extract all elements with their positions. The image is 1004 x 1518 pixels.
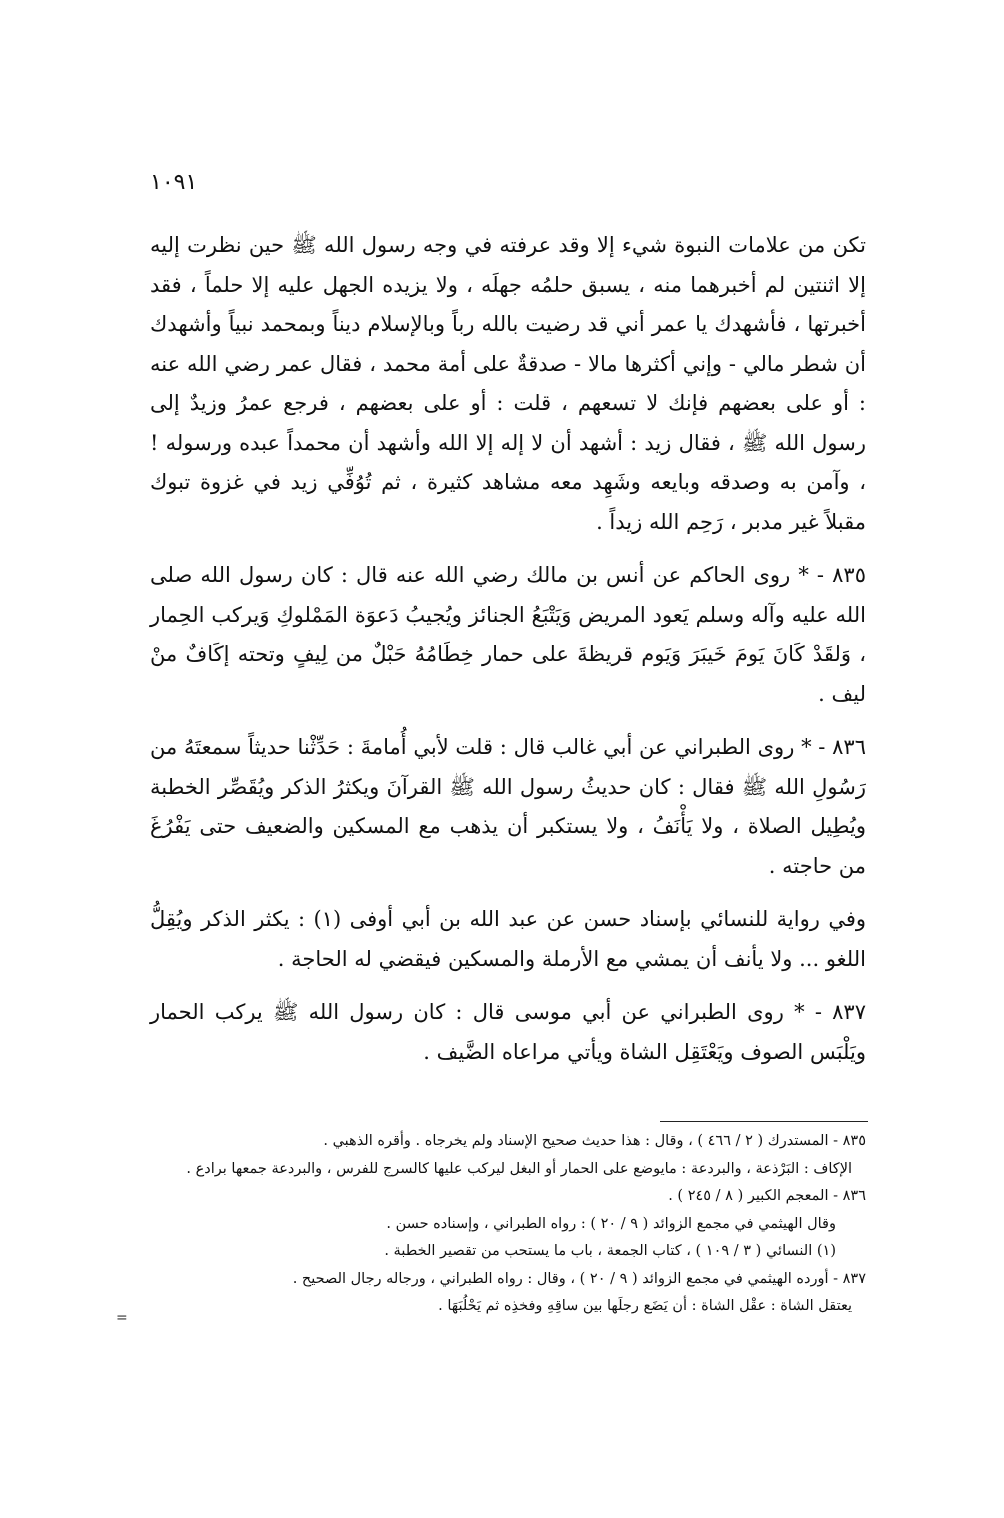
main-text xyxy=(150,226,866,1086)
footnote-divider xyxy=(660,1121,868,1122)
paragraph-835: ٨٣٥ - * روى الحاكم عن أنس بن مالك رضي الله عنه قال : كان رسول الله صلى الله عليه وآله وسلم يَعود المريض وَيَتْبَعُ الجنائز ويُجيبُ دَعوَة المَمْلوكِ وَيركب الحِمار ، وَلقَدْ كَانَ يَومَ خَيبَرَ وَيَوم قريظةَ على حمار خِطَامُهُ حَبْلٌ من لِيفٍ وتحته إكَافٌ منْ ليف . xyxy=(150,563,866,706)
footnote-835: ٨٣٥ - المستدرك ( ٢ / ٤٦٦ ) ، وقال : هذا حديث صحيح الإسناد ولم يخرجاه . وأقره الذهبي . xyxy=(323,1133,866,1149)
page-number: ١٠٩١ xyxy=(150,170,198,195)
footnote-1-nasai: (١) النسائي ( ٣ / ١٠٩ ) ، كتاب الجمعة ، باب ما يستحب من تقصير الخطبة . xyxy=(384,1243,836,1259)
footnote-ikaf-definition: الإكاف : البَرْذعة ، والبردعة : مايوضع على الحمار أو البغل ليركب عليها كالسرج للفرس ، والبردعة جمعها برادع . xyxy=(186,1160,852,1177)
margin-mark: = xyxy=(116,1310,128,1326)
footnote-yatakil-definition: يعتقل الشاة : عقْل الشاة : أن يَضَع رجلَها بين ساقِهِ وفخذِه ثم يَحْلُبَهَا . xyxy=(438,1298,852,1314)
paragraph-837: ٨٣٧ - * روى الطبراني عن أبي موسى قال : كان رسول الله ﷺ يركب الحمار ويَلْبَس الصوف ويَعْتَقِل الشاة ويأتي مراعاه الضَّيف . xyxy=(150,1000,866,1064)
paragraph-nasai-narration: وفي رواية للنسائي بإسناد حسن عن عبد الله بن أبي أوفى (١) : يكثر الذكر ويُقِلُّ اللغو ... ولا يأنف أن يمشي مع الأرملة والمسكين فيقضي له الحاجة . xyxy=(150,907,866,971)
footnote-836: ٨٣٦ - المعجم الكبير ( ٨ / ٢٤٥ ) . xyxy=(668,1188,866,1204)
footnotes xyxy=(150,1128,866,1321)
paragraph-836: ٨٣٦ - * روى الطبراني عن أبي غالب قال : قلت لأبي أُمامةَ : حَدِّثْنا حديثاً سمعتَهُ من رَسُولِ الله ﷺ فقال : كان حديثُ رسول الله ﷺ القرآنَ ويكثرُ الذكر ويُقَصِّر الخطبة ويُطِيل الصلاة ، ولا يَأْنَفُ ، ولا يستكبر أن يذهب مع المسكين والضعيف حتى يَفْرُغَ من حاجته . xyxy=(150,735,866,878)
footnote-haythami: وقال الهيثمي في مجمع الزوائد ( ٩ / ٢٠ ) : رواه الطبراني ، وإسناده حسن . xyxy=(386,1215,836,1232)
footnote-837: ٨٣٧ - أورده الهيثمي في مجمع الزوائد ( ٩ / ٢٠ ) ، وقال : رواه الطبراني ، ورجاله رجال الصحيح . xyxy=(292,1270,866,1287)
paragraph-continuation: تكن من علامات النبوة شيء إلا وقد عرفته في وجه رسول الله ﷺ حين نظرت إليه إلا اثنتين لم أخبرهما منه ، يسبق حلمُه جهلَه ، ولا يزيده الجهل عليه إلا حلماً ، فقد أخبرتها ، فأشهدك يا عمر أني قد رضيت بالله رباً وبالإسلام ديناً وبمحمد نبياً وأشهدك أن شطر مالي - وإني أكثرها مالا - صدقةٌ على أمة محمد ، فقال عمر رضي الله عنه : أو على بعضهم فإنك لا تسعهم ، قلت : أو على بعضهم ، فرجع عمرُ وزيدٌ إلى رسول الله ﷺ ، فقال زيد : أشهد أن لا إله إلا الله وأشهد أن محمداً عبده ورسوله ! ، وآمن به وصدقه وبايعه وشَهِد معه مشاهد كثيرة ، ثم تُوُفِّي زيد في غزوة تبوك مقبلاً غير مدبر ، رَحِم الله زيداً . xyxy=(150,233,866,534)
